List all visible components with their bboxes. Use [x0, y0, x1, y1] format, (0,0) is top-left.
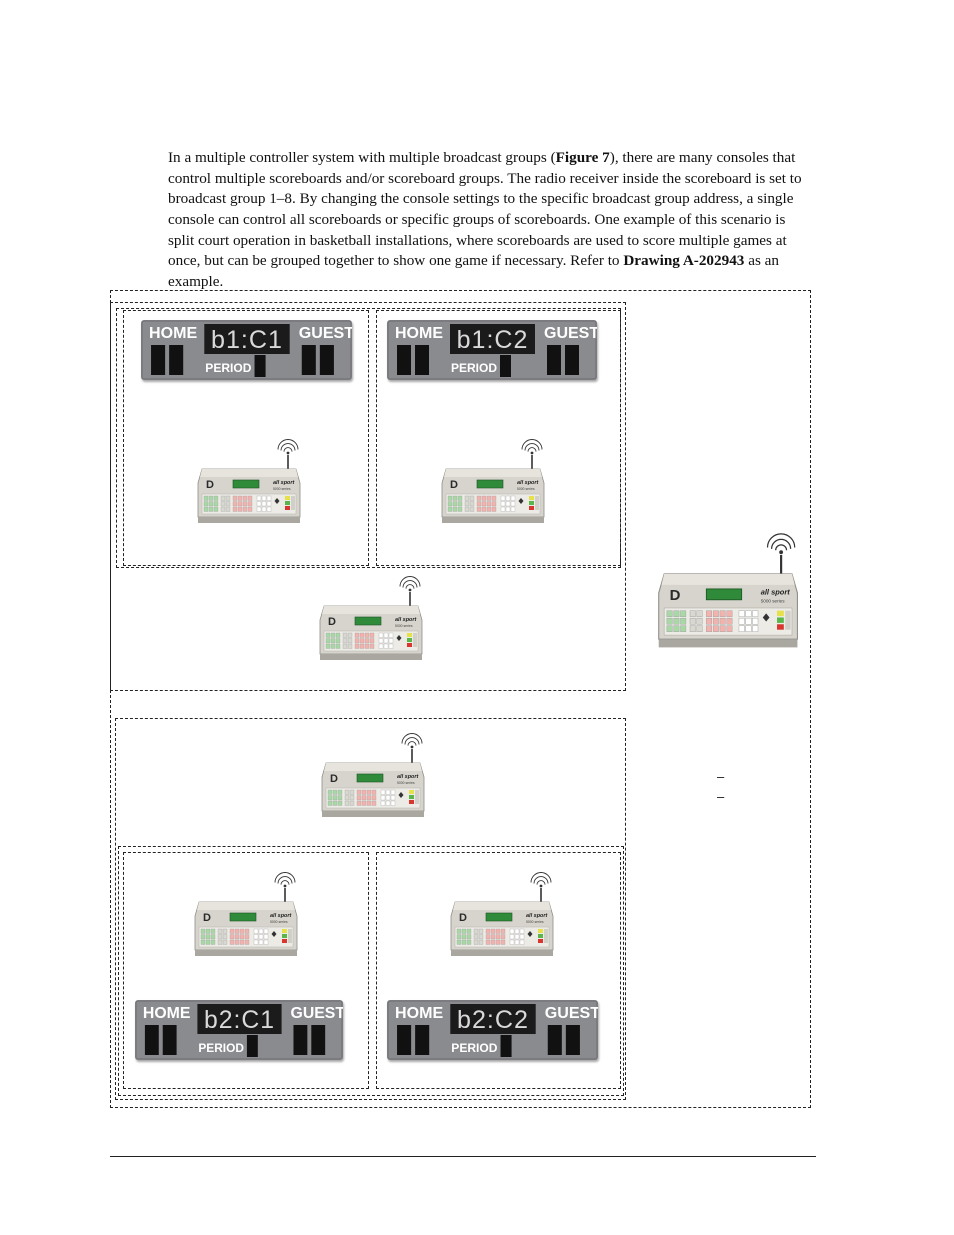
control-console	[193, 866, 299, 964]
series-label: 5000 series	[517, 487, 535, 491]
scoreboard	[135, 1000, 343, 1060]
scoreboard	[387, 320, 597, 380]
console-drawing	[449, 866, 555, 959]
console-display	[706, 589, 741, 600]
footer-rule	[110, 1156, 816, 1157]
drawing-reference: Drawing A-202943	[623, 252, 745, 270]
scoreboard-face	[387, 1000, 598, 1060]
daktronics-logo: D	[450, 479, 458, 491]
period-digit	[247, 1035, 258, 1057]
daktronics-logo: D	[206, 479, 214, 491]
period-digit	[500, 355, 511, 377]
home-score-digit	[397, 345, 411, 375]
scoreboard-face	[135, 1000, 343, 1060]
broadcast-group-code: b2:C1	[203, 1005, 276, 1035]
series-label: 5000 series	[395, 624, 413, 628]
dash-mark: –	[717, 789, 725, 804]
series-label: 5000 series	[270, 920, 288, 924]
console-display	[477, 480, 503, 488]
guest-score-digit	[293, 1025, 307, 1055]
scoreboard	[141, 320, 352, 380]
console-display	[233, 480, 259, 488]
guest-label: GUEST	[544, 1004, 598, 1022]
period-label: PERIOD	[205, 361, 252, 375]
antenna-icon	[400, 577, 420, 608]
dash-mark: –	[717, 769, 725, 784]
control-console	[656, 525, 800, 656]
guest-score-digit	[566, 1025, 580, 1055]
console-display	[355, 617, 381, 625]
series-label: 5000 series	[397, 781, 415, 785]
console-display	[357, 774, 383, 782]
console-drawing	[318, 570, 424, 663]
scoreboard-face	[141, 320, 352, 380]
model-label: all sport	[760, 587, 790, 597]
home-score-digit	[397, 1025, 411, 1055]
intro-paragraph: In a multiple controller system with multiple broadcast groups (Figure 7), there are many consoles that control multiple scoreboards and/or scoreboard groups. The radio receiver inside the scoreboard is set to broadcast group 1–8. By changing the console settings to the specific broadcast group address, a single console can control all scoreboards or specific groups of scoreboards. One example of this scenario is split court operation in basketball installations, where scoreboards are used to score multiple games at once, but can be grouped together to show one game if necessary. Refer to Drawing A-202943 as an example.	[168, 149, 802, 290]
console-drawing	[440, 433, 546, 526]
console-display	[230, 913, 256, 921]
console-drawing	[193, 866, 299, 959]
daktronics-logo: D	[330, 773, 338, 785]
home-label: HOME	[149, 324, 198, 342]
daktronics-logo: D	[669, 586, 681, 604]
model-label: all sport	[395, 617, 417, 623]
console-drawing	[196, 433, 302, 526]
guest-score-digit	[548, 1025, 562, 1055]
figure-reference: Figure 7	[555, 149, 610, 167]
period-label: PERIOD	[451, 361, 498, 375]
console-drawing	[656, 525, 800, 651]
guest-score-digit	[320, 345, 334, 375]
model-label: all sport	[270, 913, 292, 919]
daktronics-logo: D	[459, 912, 467, 924]
antenna-icon	[402, 734, 422, 765]
console-drawing	[320, 727, 426, 820]
home-label: HOME	[395, 1004, 444, 1022]
console-display	[486, 913, 512, 921]
broadcast-group-code: b2:C2	[456, 1006, 530, 1034]
home-score-digit	[151, 345, 165, 375]
scoreboard	[387, 1000, 598, 1060]
model-label: all sport	[517, 480, 539, 486]
guest-label: GUEST	[290, 1004, 343, 1023]
model-label: all sport	[526, 913, 548, 919]
guest-score-digit	[565, 345, 579, 375]
home-score-digit	[145, 1025, 159, 1055]
series-label: 5000 series	[273, 487, 291, 491]
control-console	[196, 433, 302, 531]
home-score-digit	[163, 1025, 177, 1055]
home-score-digit	[169, 345, 183, 375]
antenna-icon	[275, 873, 295, 904]
antenna-icon	[768, 534, 795, 575]
guest-label: GUEST	[298, 324, 352, 342]
guest-score-digit	[547, 345, 561, 375]
home-label: HOME	[395, 325, 443, 342]
home-score-digit	[415, 1025, 429, 1055]
guest-score-digit	[302, 345, 316, 375]
period-label: PERIOD	[198, 1040, 244, 1056]
period-digit	[501, 1035, 512, 1057]
period-label: PERIOD	[451, 1041, 498, 1055]
period-digit	[255, 355, 266, 377]
antenna-icon	[522, 440, 542, 471]
series-label: 5000 series	[760, 598, 785, 604]
antenna-icon	[278, 440, 298, 471]
control-console	[318, 570, 424, 668]
daktronics-logo: D	[328, 616, 336, 628]
home-label: HOME	[142, 1004, 191, 1023]
control-console	[449, 866, 555, 964]
guest-label: GUEST	[544, 325, 597, 342]
broadcast-group-code: b1:C1	[210, 326, 284, 354]
control-console	[440, 433, 546, 531]
broadcast-group-code: b1:C2	[456, 326, 529, 354]
control-console	[320, 727, 426, 825]
home-score-digit	[415, 345, 429, 375]
antenna-icon	[531, 873, 551, 904]
model-label: all sport	[397, 774, 419, 780]
series-label: 5000 series	[526, 920, 544, 924]
scoreboard-face	[387, 320, 597, 380]
daktronics-logo: D	[203, 912, 211, 924]
guest-score-digit	[311, 1025, 325, 1055]
model-label: all sport	[273, 480, 295, 486]
